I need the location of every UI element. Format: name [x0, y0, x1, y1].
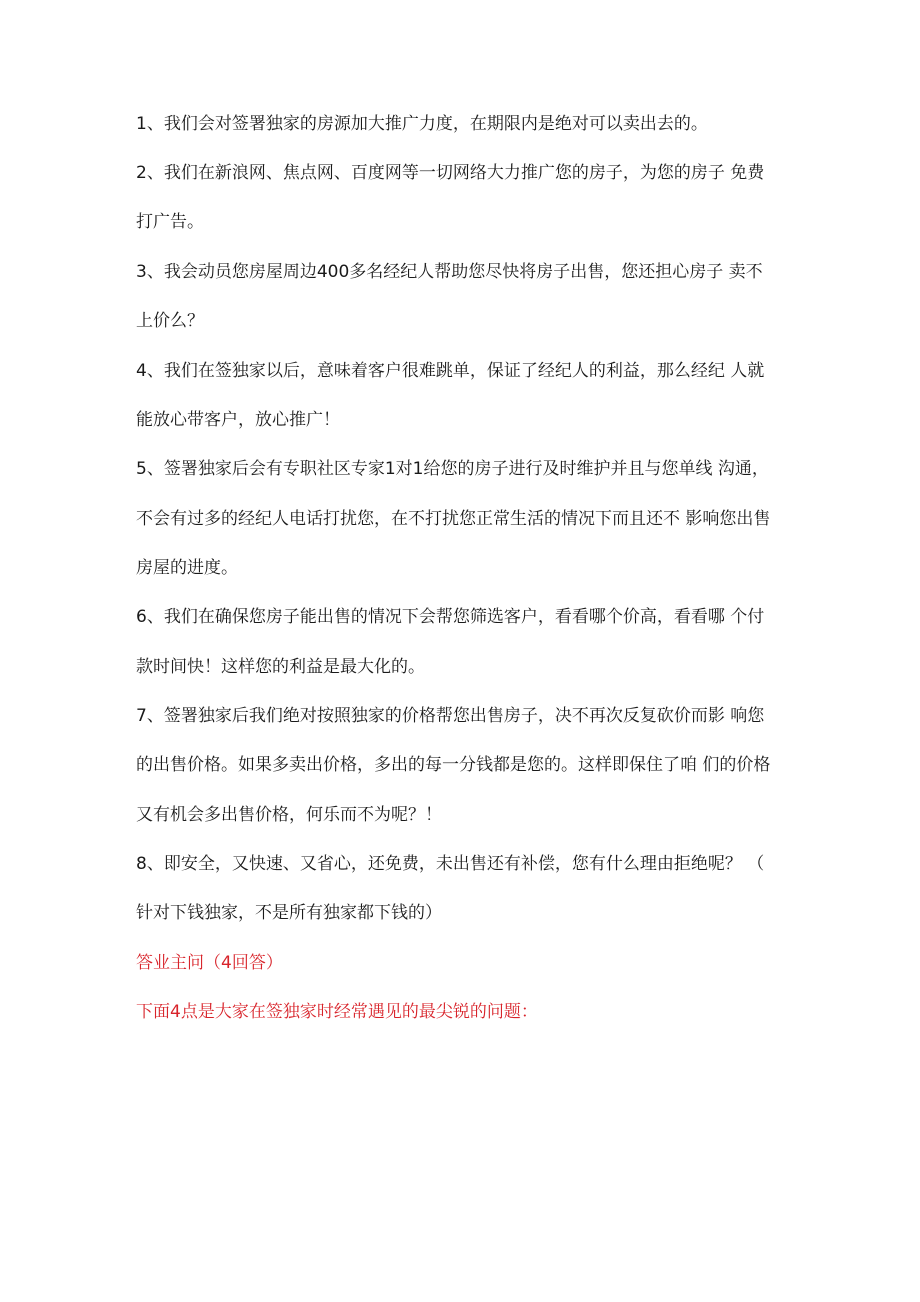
- point-3-line-2: 上价么？: [136, 311, 204, 331]
- point-4-line-1: 4、我们在签独家以后，意味着客户很难跳单，保证了经纪人的利益，那么经纪 人就: [136, 361, 765, 381]
- point-4-line-2: 能放心带客户，放心推广！: [136, 410, 340, 430]
- point-6-line-2: 款时间快！这样您的利益是最大化的。: [136, 657, 425, 677]
- point-8-line-2: 针对下钱独家，不是所有独家都下钱的）: [136, 903, 442, 923]
- point-3-line-1: 3、我会动员您房屋周边400多名经纪人帮助您尽快将房子出售，您还担心房子 卖不: [136, 262, 763, 282]
- point-8-line-1: 8、即安全，又快速、又省心，还免费，未出售还有补偿，您有什么理由拒绝呢？ （: [136, 854, 765, 874]
- point-5-line-1: 5、签署独家后会有专职社区专家1对1给您的房子进行及时维护并且与您单线 沟通，: [136, 459, 769, 479]
- point-5-line-3: 房屋的进度。: [136, 558, 238, 578]
- point-7-line-1: 7、签署独家后我们绝对按照独家的价格帮您出售房子，决不再次反复砍价而影 响您: [136, 706, 765, 726]
- point-2-line-2: 打广告。: [136, 212, 204, 232]
- point-7-line-2: 的出售价格。如果多卖出价格，多出的每一分钱都是您的。这样即保住了咱 们的价格: [136, 755, 771, 775]
- point-7-line-3: 又有机会多出售价格，何乐而不为呢？！: [136, 805, 442, 825]
- answer-section-heading: 答业主问（4回答）: [136, 953, 283, 973]
- point-6-line-1: 6、我们在确保您房子能出售的情况下会帮您筛选客户，看看哪个价高，看看哪 个付: [136, 607, 765, 627]
- point-5-line-2: 不会有过多的经纪人电话打扰您，在不打扰您正常生活的情况下而且还不 影响您出售: [136, 509, 771, 529]
- point-1-line: 1、我们会对签署独家的房源加大推广力度，在期限内是绝对可以卖出去的。: [136, 114, 708, 134]
- point-2-line-1: 2、我们在新浪网、焦点网、百度网等一切网络大力推广您的房子，为您的房子 免费: [136, 163, 765, 183]
- answer-section-intro: 下面4点是大家在签独家时经常遇见的最尖锐的问题：: [136, 1002, 538, 1022]
